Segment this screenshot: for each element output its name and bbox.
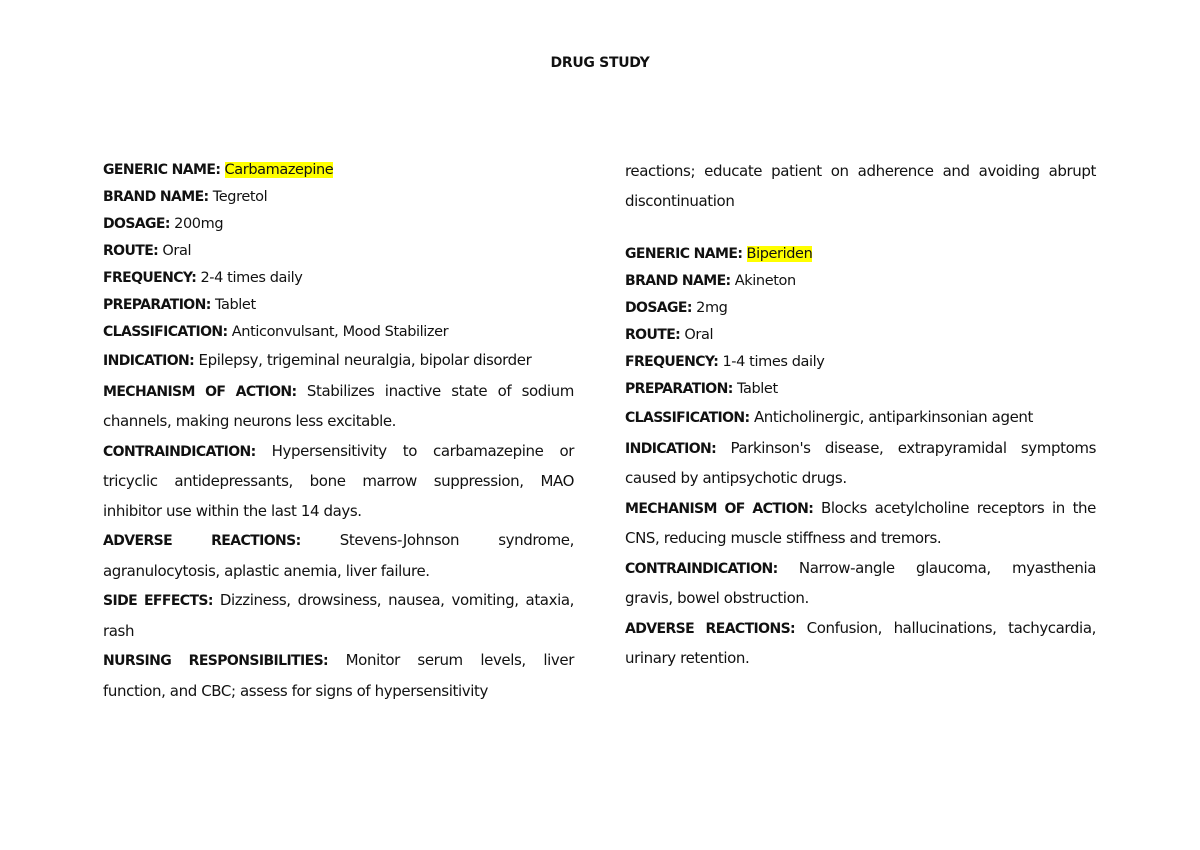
side-effects-label: SIDE EFFECTS: [103, 593, 213, 609]
adverse-reactions-label: ADVERSE REACTIONS: [103, 533, 301, 549]
route-value: Oral [162, 243, 192, 259]
mechanism-label: MECHANISM OF ACTION: [103, 383, 297, 400]
indication-row [625, 434, 1096, 494]
mechanism-value: Stabilizes inactive state of sodium channels, making neurons less excitable. [103, 381, 574, 430]
page-title: DRUG STUDY [550, 55, 650, 71]
nursing-responsibilities-label: NURSING RESPONSIBILITIES: [103, 653, 329, 669]
adverse-reactions-value: Confusion, hallucinations, tachycardia, urinary retention. [625, 618, 1096, 667]
route-row [625, 322, 1096, 349]
contraindication-label: CONTRAINDICATION: [625, 560, 778, 577]
generic-name-row [625, 241, 1096, 268]
right-column [625, 157, 1096, 674]
brand-name-label: BRAND NAME: [103, 189, 209, 205]
brand-name-label: BRAND NAME: [625, 273, 731, 289]
brand-name-value: Akineton [734, 273, 796, 289]
side-effects-value: Dizziness, drowsiness, nausea, vomiting, ataxia, rash [103, 591, 575, 640]
adverse-reactions-row [625, 614, 1096, 674]
classification-row [625, 403, 1096, 434]
preparation-row [625, 376, 1096, 403]
classification-row [103, 319, 574, 346]
brand-name-value: Tegretol [212, 189, 268, 205]
adverse-reactions-row [103, 526, 574, 586]
contraindication-value: Narrow-angle glaucoma, myasthenia gravis, bowel obstruction. [625, 558, 1096, 607]
preparation-row [103, 292, 574, 319]
contraindication-value: Hypersensitivity to carbamazepine or tricyclic antidepressants, bone marrow suppression, MAO inhibitor use within the last 14 days. [103, 441, 574, 520]
preparation-value: Tablet [736, 381, 778, 397]
route-label: ROUTE: [625, 327, 681, 343]
generic-name-label: GENERIC NAME: [625, 246, 743, 262]
nursing-responsibilities-continued: reactions; educate patient on adherence and avoiding abrupt discontinuation [625, 162, 1096, 210]
preparation-label: PREPARATION: [103, 297, 211, 313]
classification-label: CLASSIFICATION: [625, 410, 750, 426]
brand-name-row [625, 268, 1096, 295]
adverse-reactions-value: Stevens-Johnson syndrome, agranulocytosis, aplastic anemia, liver failure. [103, 531, 574, 580]
nursing-responsibilities-row [103, 646, 574, 706]
mechanism-value: Blocks acetylcholine receptors in the CNS, reducing muscle stiffness and tremors. [625, 498, 1096, 547]
frequency-row [103, 265, 574, 292]
section-gap [625, 216, 1096, 241]
dosage-value: 200mg [174, 216, 224, 232]
frequency-value: 1-4 times daily [722, 354, 825, 370]
side-effects-row [103, 586, 574, 646]
indication-value: Parkinson's disease, extrapyramidal symptoms caused by antipsychotic drugs. [625, 438, 1096, 487]
drug-carbamazepine [103, 157, 574, 706]
frequency-row [625, 349, 1096, 376]
classification-label: CLASSIFICATION: [103, 324, 228, 340]
indication-label: INDICATION: [625, 440, 717, 457]
contraindication-row [625, 554, 1096, 614]
route-label: ROUTE: [103, 243, 159, 259]
adverse-reactions-label: ADVERSE REACTIONS: [625, 620, 796, 637]
frequency-label: FREQUENCY: [103, 270, 197, 286]
mechanism-label: MECHANISM OF ACTION: [625, 500, 814, 517]
preparation-label: PREPARATION: [625, 381, 733, 397]
dosage-label: DOSAGE: [103, 216, 170, 232]
dosage-label: DOSAGE: [625, 300, 692, 316]
mechanism-row [103, 377, 574, 437]
generic-name-row [103, 157, 574, 184]
nursing-responsibilities-value: Monitor serum levels, liver function, and CBC; assess for signs of hypersensitivity [103, 651, 574, 700]
mechanism-row [625, 494, 1096, 554]
generic-name-value: Carbamazepine [224, 162, 334, 178]
route-value: Oral [684, 327, 714, 343]
frequency-value: 2-4 times daily [200, 270, 303, 286]
indication-row [103, 346, 574, 377]
frequency-label: FREQUENCY: [625, 354, 719, 370]
generic-name-value: Biperiden [746, 246, 813, 262]
classification-value: Anticholinergic, antiparkinsonian agent [753, 408, 1033, 426]
dosage-row [103, 211, 574, 238]
indication-value: Epilepsy, trigeminal neuralgia, bipolar disorder [198, 351, 532, 369]
route-row [103, 238, 574, 265]
drug-biperiden [625, 241, 1096, 674]
brand-name-row [103, 184, 574, 211]
indication-label: INDICATION: [103, 353, 195, 369]
preparation-value: Tablet [214, 297, 256, 313]
contraindication-label: CONTRAINDICATION: [103, 443, 256, 460]
contraindication-row [103, 437, 574, 527]
classification-value: Anticonvulsant, Mood Stabilizer [231, 324, 449, 340]
dosage-value: 2mg [696, 300, 728, 316]
generic-name-label: GENERIC NAME: [103, 162, 221, 178]
dosage-row [625, 295, 1096, 322]
